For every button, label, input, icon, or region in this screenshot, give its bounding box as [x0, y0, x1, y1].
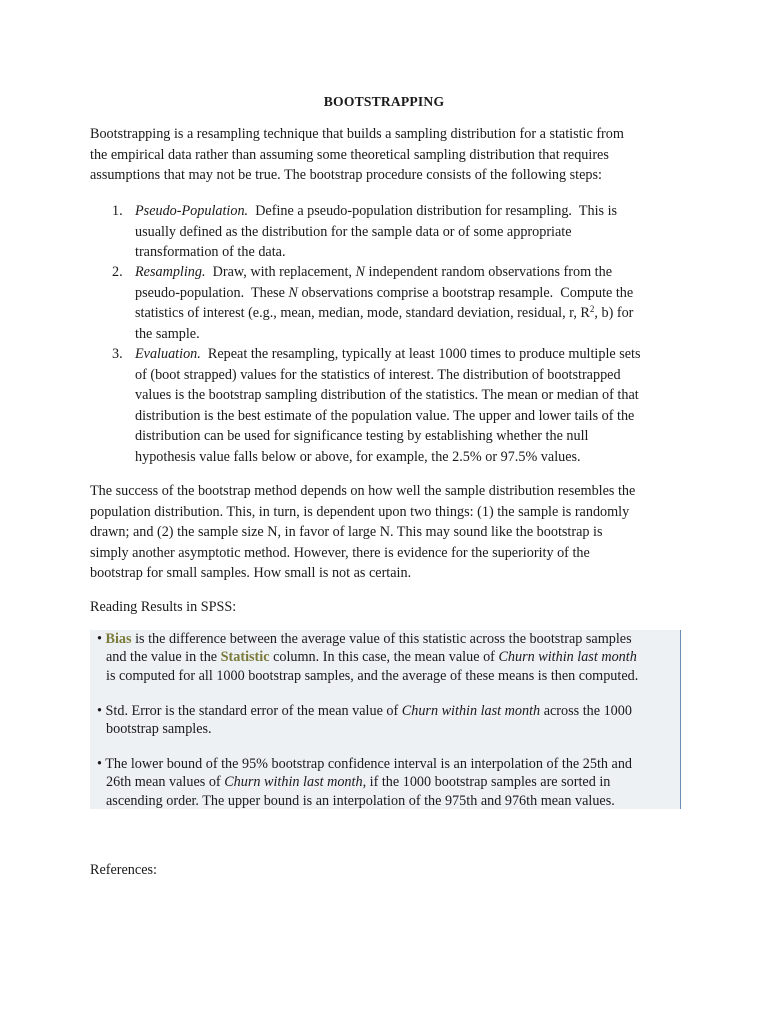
step-resampling	[135, 262, 695, 344]
bullet-text: is computed for all 1000 bootstrap samples, and the average of these means is then computed.	[106, 667, 639, 684]
step-term: Resampling.	[135, 264, 206, 280]
step-text: statistics of interest (e.g., mean, median, mode, standard deviation, residual, r, R	[135, 305, 590, 322]
n-symbol: N	[288, 284, 298, 301]
bullet-text: and the value in the	[106, 649, 221, 666]
step-text: values is the bootstrap sampling distribution of the statistics. The mean or median of that	[135, 387, 639, 404]
intro-line: the empirical data rather than assuming some theoretical sampling distribution that requires	[90, 146, 609, 163]
step-text: Draw, with replacement,	[205, 264, 356, 280]
step-text: usually defined as the distribution for the sample data or of some appropriate	[135, 223, 572, 240]
intro-paragraph	[90, 124, 690, 186]
bullet-text: 26th mean values of	[106, 774, 225, 791]
step-number: 2.	[112, 264, 123, 280]
bullet-text: column. In this case, the mean value of	[269, 649, 499, 666]
step-text: hypothesis value falls below or above, for example, the 2.5% or 97.5% values.	[135, 448, 581, 465]
step-text: Repeat the resampling, typically at least 1000 times to produce multiple sets	[200, 346, 641, 362]
step-text: Define a pseudo-population distribution for resampling. This is	[248, 203, 618, 219]
bullet-text: ascending order. The upper bound is an interpolation of the 975th and 976th mean values.	[106, 792, 615, 809]
bias-term: Bias	[105, 631, 132, 647]
bullet-text: Std. Error is the standard error of the mean value of	[101, 703, 402, 719]
n-symbol: N	[355, 264, 365, 280]
confidence-interval-bullet	[97, 755, 677, 810]
bullet-text: is the difference between the average value of this statistic across the bootstrap samples	[131, 631, 632, 647]
bullet-glyph: •	[97, 756, 102, 772]
variable-name: Churn within last month	[224, 774, 363, 791]
step-term: Evaluation.	[135, 346, 201, 362]
step-text: distribution can be used for significance testing by establishing whether the null	[135, 428, 589, 445]
step-text: observations comprise a bootstrap resample. Compute the	[297, 284, 634, 301]
bullet-glyph: •	[97, 703, 102, 719]
bullet-glyph: •	[97, 631, 102, 647]
step-text: of (boot strapped) values for the statistics of interest. The distribution of bootstrapped	[135, 366, 621, 383]
success-paragraph	[90, 481, 690, 584]
reading-results-heading: Reading Results in SPSS:	[90, 599, 237, 615]
bullet-text: across the 1000	[540, 703, 632, 719]
step-text: independent random observations from the	[364, 264, 613, 280]
step-text: , b) for	[594, 305, 634, 322]
variable-name: Churn within last month	[498, 649, 637, 666]
intro-line: Bootstrapping is a resampling technique that builds a sampling distribution for a statistic from	[90, 126, 624, 142]
success-line: population distribution. This, in turn, is dependent upon two things: (1) the sample is randomly	[90, 503, 630, 520]
statistic-term: Statistic	[220, 649, 270, 666]
success-line: bootstrap for small samples. How small is not as certain.	[90, 565, 412, 582]
step-text: the sample.	[135, 325, 200, 342]
bullet-text: bootstrap samples.	[106, 721, 212, 738]
step-text: pseudo-population. These	[135, 284, 289, 301]
references-heading: References:	[90, 862, 157, 878]
step-number: 3.	[112, 346, 123, 362]
step-number: 1.	[112, 203, 123, 219]
step-evaluation	[135, 344, 695, 468]
std-error-bullet	[97, 702, 677, 739]
bullet-text: The lower bound of the 95% bootstrap confidence interval is an interpolation of the 25th and	[101, 756, 633, 772]
success-line: drawn; and (2) the sample size N, in favor of large N. This may sound like the bootstrap is	[90, 524, 603, 541]
step-pseudo-population	[135, 201, 695, 263]
success-line: The success of the bootstrap method depends on how well the sample distribution resembles the	[90, 483, 636, 499]
superscript: 2	[589, 304, 595, 315]
bullet-text: , if the 1000 bootstrap samples are sorted in	[362, 774, 611, 791]
step-text: distribution is the best estimate of the population value. The upper and lower tails of the	[135, 407, 635, 424]
document-title: BOOTSTRAPPING	[323, 94, 445, 109]
step-text: transformation of the data.	[135, 244, 286, 261]
success-line: simply another asymptotic method. However, there is evidence for the superiority of the	[90, 544, 590, 561]
step-term: Pseudo-Population.	[135, 203, 249, 219]
bias-bullet	[97, 630, 677, 685]
variable-name: Churn within last month	[401, 703, 541, 719]
intro-line: assumptions that may not be true. The bootstrap procedure consists of the following steps:	[90, 167, 602, 184]
